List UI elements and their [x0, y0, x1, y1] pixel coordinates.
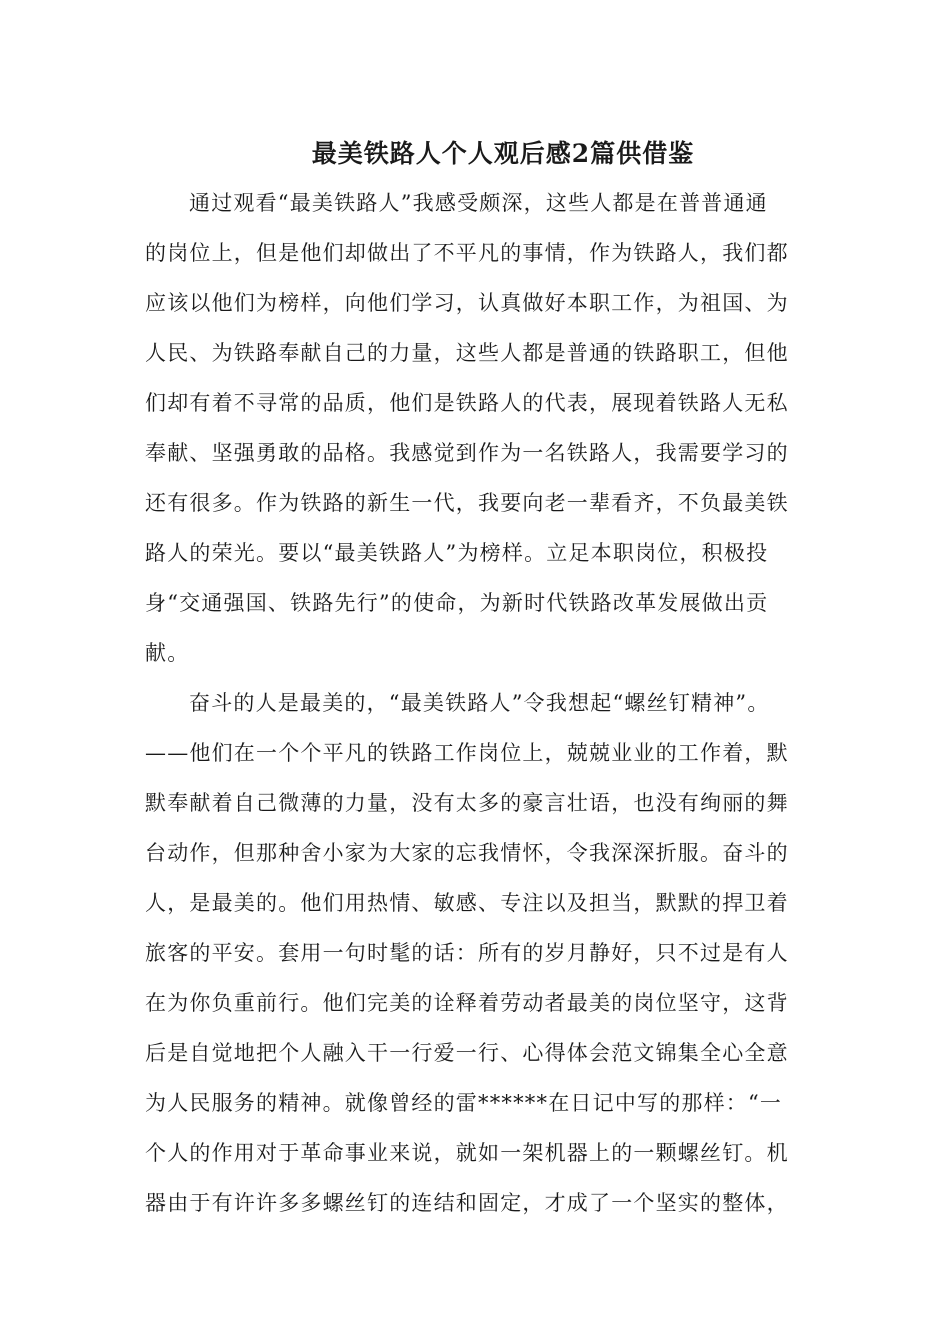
text-line: 的岗位上，但是他们却做出了不平凡的事情，作为铁路人，我们都	[145, 241, 789, 265]
text-line: 在为你负重前行。他们完美的诠释着劳动者最美的岗位坚守，这背	[145, 991, 789, 1015]
text-line: 应该以他们为榜样，向他们学习，认真做好本职工作，为祖国、为	[145, 291, 789, 315]
text-line: 器由于有许许多多螺丝钉的连结和固定，才成了一个坚实的整体，	[145, 1191, 789, 1215]
text-line: 台动作，但那种舍小家为大家的忘我情怀，令我深深折服。奋斗的	[145, 841, 789, 865]
text-line: 们却有着不寻常的品质，他们是铁路人的代表，展现着铁路人无私	[145, 391, 789, 415]
paragraph-1	[145, 178, 810, 678]
text-line: 还有很多。作为铁路的新生一代，我要向老一辈看齐，不负最美铁	[145, 491, 789, 515]
text-line: 路人的荣光。要以“最美铁路人”为榜样。立足本职岗位，积极投	[145, 541, 769, 565]
text-line: ——他们在一个个平凡的铁路工作岗位上，兢兢业业的工作着，默	[145, 741, 789, 765]
document-title: 最美铁路人个人观后感2篇供借鉴	[311, 139, 695, 168]
text-line: 奉献、坚强勇敢的品格。我感觉到作为一名铁路人，我需要学习的	[145, 441, 789, 465]
text-line: 人民、为铁路奉献自己的力量，这些人都是普通的铁路职工，但他	[145, 341, 789, 365]
text-line: 献。	[145, 641, 190, 665]
text-line: 奋斗的人是最美的，“最美铁路人”令我想起“螺丝钉精神”。	[189, 691, 770, 715]
text-line: 身“交通强国、铁路先行”的使命，为新时代铁路改革发展做出贡	[145, 591, 769, 615]
text-line: 默奉献着自己微薄的力量，没有太多的豪言壮语，也没有绚丽的舞	[145, 791, 789, 815]
text-line: 后是自觉地把个人融入干一行爱一行、心得体会范文锦集全心全意	[145, 1041, 789, 1065]
text-line: 通过观看“最美铁路人”我感受颇深，这些人都是在普普通通	[189, 191, 768, 215]
text-line: 旅客的平安。套用一句时髦的话：所有的岁月静好，只不过是有人	[145, 941, 789, 965]
text-line: 为人民服务的精神。就像曾经的雷******在日记中写的那样：“一	[145, 1091, 783, 1115]
document-body	[145, 178, 810, 1228]
paragraph-2	[145, 678, 810, 1228]
text-line: 个人的作用对于革命事业来说，就如一架机器上的一颗螺丝钉。机	[145, 1141, 789, 1165]
text-line: 人，是最美的。他们用热情、敏感、专注以及担当，默默的捍卫着	[145, 891, 789, 915]
